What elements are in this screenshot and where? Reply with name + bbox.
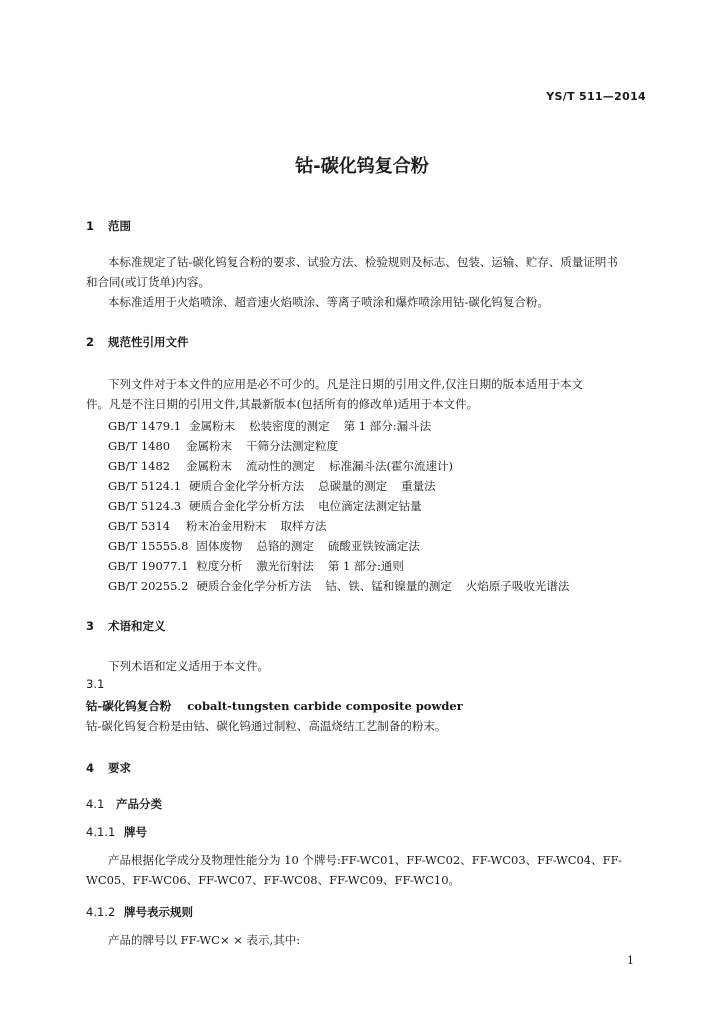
term-chinese: 钴-碳化钨复合粉 <box>86 699 172 713</box>
section-number: 2 <box>86 335 95 349</box>
reference-name: 粉末冶金用粉末 <box>186 519 267 533</box>
reference-name: 金属粉末 <box>186 439 232 453</box>
reference-name: 金属粉末 <box>189 419 236 433</box>
paragraph: 和合同(或订货单)内容。 <box>86 275 210 289</box>
reference-name: 粒度分析 <box>196 559 243 573</box>
page-number: 1 <box>627 954 634 967</box>
reference-item <box>108 558 404 574</box>
standard-code: YS/T 511—2014 <box>546 90 646 103</box>
paragraph: WC05、FF-WC06、FF-WC07、FF-WC08、FF-WC09、FF-WC10。 <box>86 873 461 887</box>
section-number: 4 <box>86 761 95 775</box>
reference-part: 取样方法 <box>280 519 327 533</box>
section-4-heading <box>86 760 131 776</box>
reference-code: GB/T 19077.1 <box>108 559 189 573</box>
section-title: 要求 <box>108 761 131 775</box>
reference-part: 干筛分法测定粒度 <box>246 439 338 453</box>
section-3-heading <box>86 618 166 634</box>
paragraph: 件。凡是不注日期的引用文件,其最新版本(包括所有的修改单)适用于本文件。 <box>86 397 479 411</box>
reference-part: 电位滴定法测定钴量 <box>318 499 422 513</box>
reference-item <box>108 478 436 494</box>
reference-extra: 标准漏斗法(霍尔流速计) <box>329 459 453 473</box>
reference-code: GB/T 1479.1 <box>108 419 182 433</box>
reference-extra: 第 1 部分:通则 <box>327 559 404 573</box>
reference-item <box>108 518 327 534</box>
reference-part: 流动性的测定 <box>246 459 315 473</box>
document-title: 钴-碳化钨复合粉 <box>295 156 429 177</box>
reference-item <box>108 418 431 434</box>
reference-name: 硬质合金化学分析方法 <box>196 579 312 593</box>
subsection-number: 4.1 <box>86 797 105 811</box>
section-title: 术语和定义 <box>108 619 166 633</box>
reference-extra: 重量法 <box>401 479 436 493</box>
reference-item <box>108 458 453 474</box>
section-2-heading <box>86 334 189 350</box>
paragraph: 下列文件对于本文件的应用是必不可少的。凡是注日期的引用文件,仅注日期的版本适用于本文 <box>108 377 584 391</box>
section-title: 范围 <box>108 219 131 233</box>
subsection-4-1-heading <box>86 796 162 812</box>
subsection-number: 4.1.2 <box>86 905 116 919</box>
term-entry <box>86 696 463 716</box>
term-english: cobalt-tungsten carbide composite powder <box>187 699 463 713</box>
section-number: 1 <box>86 219 95 233</box>
reference-item <box>108 438 338 454</box>
reference-extra: 火焰原子吸收光谱法 <box>465 579 570 593</box>
reference-item <box>108 538 420 554</box>
subsection-title: 牌号 <box>124 825 147 839</box>
section-1-heading <box>86 218 131 234</box>
section-number: 3 <box>86 619 95 633</box>
reference-part: 激光衍射法 <box>256 559 314 573</box>
subsection-title: 牌号表示规则 <box>124 905 193 919</box>
reference-extra: 第 1 部分:漏斗法 <box>343 419 432 433</box>
reference-code: GB/T 5124.3 <box>108 499 182 513</box>
reference-name: 固体废物 <box>196 539 243 553</box>
subsection-4-1-2-heading <box>86 904 193 920</box>
subsection-4-1-1-heading <box>86 824 147 840</box>
reference-name: 硬质合金化学分析方法 <box>189 499 305 513</box>
subsection-title: 产品分类 <box>116 797 162 811</box>
paragraph: 产品根据化学成分及物理性能分为 10 个牌号:FF-WC01、FF-WC02、FF-WC03、FF-WC04、FF- <box>108 853 622 867</box>
paragraph: 本标准适用于火焰喷涂、超音速火焰喷涂、等离子喷涂和爆炸喷涂用钴-碳化钨复合粉。 <box>108 295 549 309</box>
reference-name: 硬质合金化学分析方法 <box>189 479 305 493</box>
reference-code: GB/T 1482 <box>108 459 171 473</box>
reference-code: GB/T 5124.1 <box>108 479 182 493</box>
reference-part: 松装密度的测定 <box>249 419 330 433</box>
reference-code: GB/T 15555.8 <box>108 539 189 553</box>
term-definition: 钴-碳化钨复合粉是由钴、碳化钨通过制粒、高温烧结工艺制备的粉末。 <box>86 719 447 733</box>
subsection-number: 4.1.1 <box>86 825 116 839</box>
reference-code: GB/T 5314 <box>108 519 171 533</box>
reference-item <box>108 498 422 514</box>
section-title: 规范性引用文件 <box>108 335 189 349</box>
reference-part: 总碳量的测定 <box>318 479 388 493</box>
reference-item <box>108 578 569 594</box>
reference-part: 总铬的测定 <box>256 539 314 553</box>
reference-code: GB/T 1480 <box>108 439 171 453</box>
paragraph: 产品的牌号以 FF-WC× × 表示,其中: <box>108 933 301 947</box>
reference-name: 金属粉末 <box>186 459 232 473</box>
reference-part: 钴、铁、锰和镍量的测定 <box>325 579 452 593</box>
paragraph: 本标准规定了钴-碳化钨复合粉的要求、试验方法、检验规则及标志、包装、运输、贮存、质量证明书 <box>108 255 618 269</box>
paragraph: 下列术语和定义适用于本文件。 <box>108 659 269 673</box>
reference-code: GB/T 20255.2 <box>108 579 189 593</box>
reference-extra: 硫酸亚铁铵滴定法 <box>327 539 420 553</box>
term-number: 3.1 <box>86 677 105 691</box>
